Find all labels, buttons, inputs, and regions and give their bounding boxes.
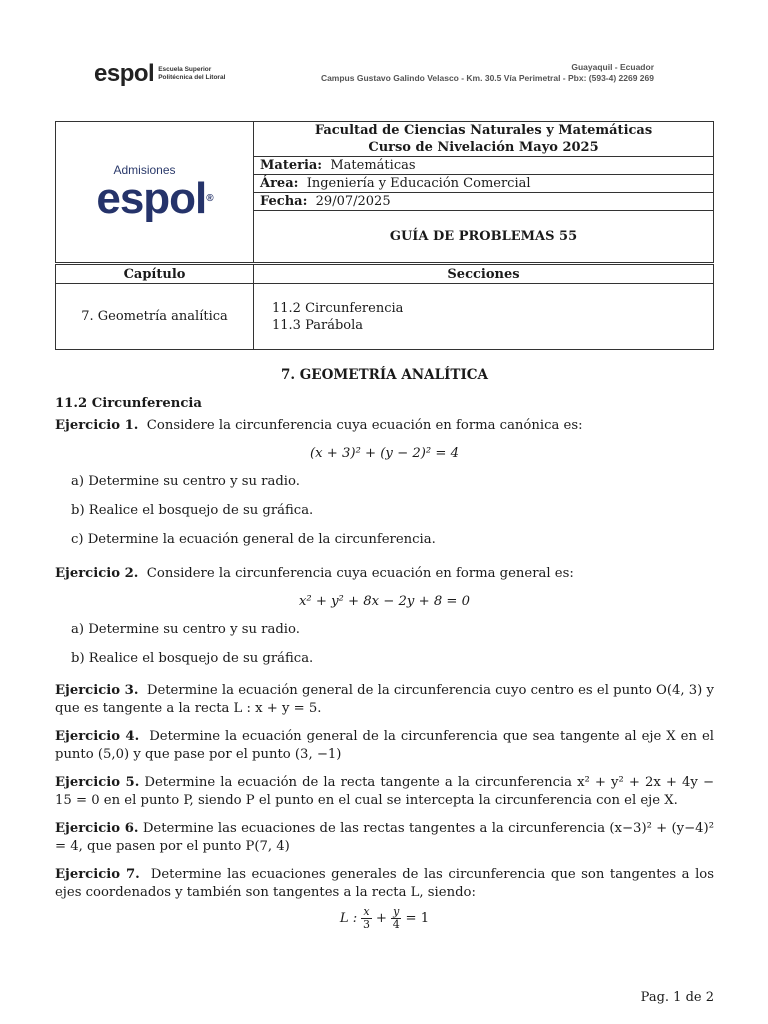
course-info-table	[55, 121, 714, 263]
sections-header: Secciones	[254, 265, 714, 284]
list-item: a) Determine su centro y su radio.	[71, 474, 300, 489]
content	[55, 366, 714, 941]
section-item: 11.3 Parábola	[272, 317, 364, 333]
fraction: $\frac{y}{4}$	[392, 905, 400, 931]
exercise-2-equation: x² + y² + 8x − 2y + 8 = 0	[298, 594, 471, 609]
list-item: a) Determine su centro y su radio.	[71, 622, 300, 637]
materia-field: Materia: Matemáticas	[254, 157, 714, 175]
list-item: c) Determine la ecuación general de la circunferencia.	[71, 532, 436, 547]
exercise-3: Ejercicio 3. Determine la ecuación general de la circunferencia cuyo centro es el punto O(4, 3) y que es tangente a la recta L : x + y = 5.	[55, 683, 714, 716]
logo-word: espol	[94, 60, 155, 87]
page-header	[94, 58, 654, 94]
section-title: 7. GEOMETRÍA ANALÍTICA	[280, 367, 489, 383]
fecha-field: Fecha: 29/07/2025	[254, 193, 714, 211]
logo-subtitle: Escuela Superior Politécnica del Litoral	[158, 66, 226, 81]
exercise-6: Ejercicio 6. Determine las ecuaciones de las rectas tangentes a la circunferencia (x−3)² + (y−4)² = 4, que pasen por el punto P(7, 4)	[55, 821, 714, 854]
subsection-title: 11.2 Circunferencia	[55, 396, 202, 411]
chapter-header: Capítulo	[56, 265, 254, 284]
exercise-7: Ejercicio 7. Determine las ecuaciones generales de las circunferencia que son tangentes a los ejes coordenados y también son tangentes a la recta L, siendo:	[55, 867, 714, 900]
exercise-2: Ejercicio 2. Considere la circunferencia cuya ecuación en forma general es:	[55, 566, 574, 581]
header-campus: Campus Gustavo Galindo Velasco - Km. 30.5 Vía Perimetral - Pbx: (593-4) 2269 269	[320, 73, 654, 83]
exercise-1: Ejercicio 1. Considere la circunferencia cuya ecuación en forma canónica es:	[55, 418, 583, 433]
espol-logo	[94, 60, 225, 88]
area-field: Área: Ingeniería y Educación Comercial	[254, 175, 714, 193]
exercise-7-equation: L : $\frac{x}{3}$ + $\frac{y}{4}$ = 1	[339, 905, 430, 931]
exercise-1-items	[55, 473, 714, 549]
header-city: Guayaquil - Ecuador	[571, 62, 654, 72]
course-name: Curso de Nivelación Mayo 2025	[368, 140, 599, 155]
exercise-2-items	[55, 621, 714, 668]
chapter-table	[55, 264, 714, 350]
list-item: b) Realice el bosquejo de su gráfica.	[71, 503, 314, 518]
page-number: Pag. 1 de 2	[640, 990, 714, 1005]
section-item: 11.2 Circunferencia	[272, 300, 404, 316]
header-address	[321, 62, 654, 84]
admisiones-logo: Admisiones espol®	[56, 122, 254, 263]
guide-title: GUÍA DE PROBLEMAS 55	[254, 211, 714, 263]
exercise-5: Ejercicio 5. Determine la ecuación de la recta tangente a la circunferencia x² + y² + 2x + 4y − 15 = 0 en el punto P, siendo P el punto en el cual se intercepta la circunferencia con el eje X.	[55, 775, 715, 808]
fraction: $\frac{x}{3}$	[363, 905, 371, 931]
faculty-course	[254, 122, 714, 157]
exercise-4: Ejercicio 4. Determine la ecuación general de la circunferencia que sea tangente al eje X en el punto (5,0) y que pase por el punto (3, −1)	[55, 729, 714, 762]
exercise-1-equation: (x + 3)² + (y − 2)² = 4	[310, 446, 459, 461]
faculty-name: Facultad de Ciencias Naturales y Matemáticas	[314, 123, 653, 138]
chapter-value: 7. Geometría analítica	[56, 284, 254, 350]
sections-value	[254, 284, 714, 350]
list-item: b) Realice el bosquejo de su gráfica.	[71, 651, 314, 666]
